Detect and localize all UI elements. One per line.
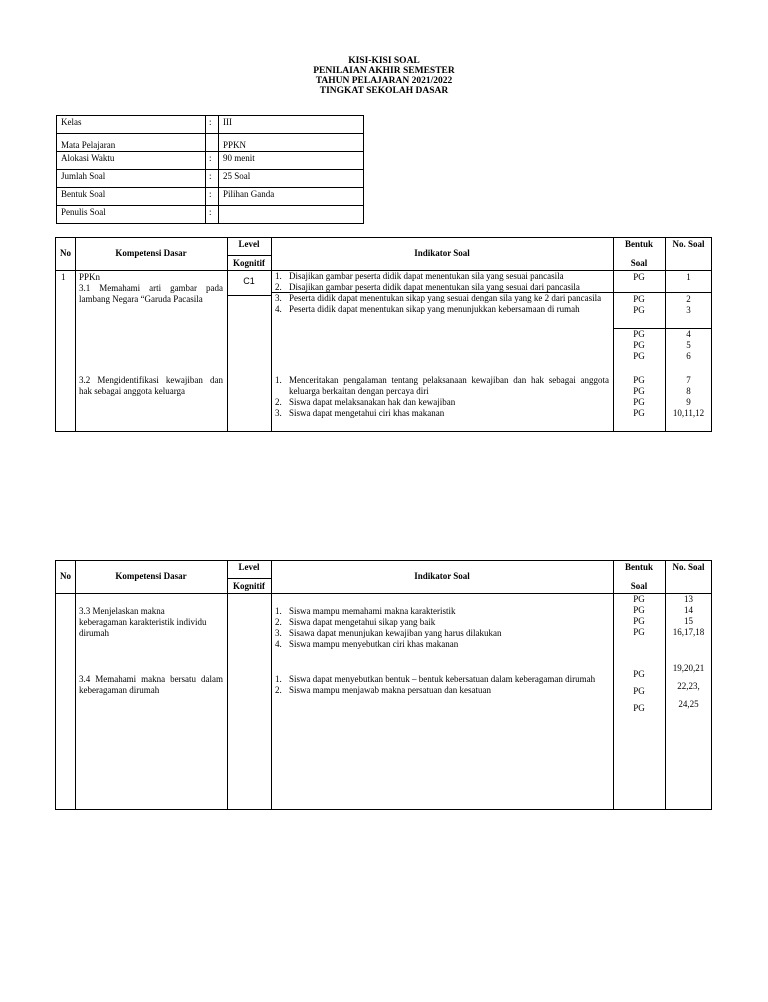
kd-3-3: 3.3 Menjelaskan makna keberagaman karakteristik individu dirumah bbox=[79, 606, 207, 638]
item-number: 2. bbox=[275, 685, 282, 695]
item-text: Siswa dapat melaksanakan hak dan kewajiban bbox=[289, 397, 456, 407]
item-number: 1. bbox=[275, 674, 282, 684]
info-row bbox=[57, 152, 364, 170]
info-value: III bbox=[219, 116, 364, 134]
info-label: Kelas bbox=[57, 116, 206, 134]
bentuk-value: PG bbox=[633, 305, 645, 315]
no-soal-value: 13 bbox=[684, 594, 693, 604]
bentuk-value: PG bbox=[633, 329, 645, 339]
no-soal-value: 14 bbox=[684, 605, 693, 615]
item-text: Siswa mampu menyebutkan ciri khas makanan bbox=[289, 639, 459, 649]
bentuk-value: PG bbox=[633, 703, 645, 713]
info-separator: : bbox=[206, 206, 219, 224]
info-separator: : bbox=[206, 170, 219, 188]
header-no-soal: No. Soal bbox=[672, 562, 705, 572]
no-soal-value: 22,23, bbox=[677, 681, 700, 691]
item-text: Peserta didik dapat menentukan sikap yang sesuai dengan sila yang ke 2 dari pancasila bbox=[289, 293, 602, 303]
level-value: C1 bbox=[243, 276, 255, 286]
info-row bbox=[57, 134, 364, 152]
info-label: Bentuk Soal bbox=[57, 188, 206, 206]
no-soal-value: 5 bbox=[686, 340, 691, 350]
info-value: 25 Soal bbox=[219, 170, 364, 188]
indikator-item bbox=[275, 408, 609, 419]
indikator-item bbox=[275, 685, 609, 696]
header-no-soal: No. Soal bbox=[672, 239, 705, 249]
item-text: Siswa mampu memahami makna karakteristik bbox=[289, 606, 456, 616]
indikator-item bbox=[275, 304, 609, 315]
header-soal: Soal bbox=[630, 258, 648, 268]
no-soal-value: 9 bbox=[686, 397, 691, 407]
header-soal: Soal bbox=[630, 581, 648, 591]
item-text: Siswa dapat mengetahui sikap yang baik bbox=[289, 617, 436, 627]
indikator-item bbox=[275, 639, 609, 650]
info-row bbox=[57, 170, 364, 188]
bentuk-value: PG bbox=[633, 294, 645, 304]
info-value: PPKN bbox=[219, 134, 364, 152]
info-value bbox=[219, 206, 364, 224]
kd-title: PPKn bbox=[79, 272, 101, 282]
no-soal-value: 2 bbox=[686, 294, 691, 304]
title-line-4: TINGKAT SEKOLAH DASAR bbox=[319, 86, 449, 96]
item-number: 4. bbox=[275, 304, 282, 314]
indikator-item bbox=[275, 397, 609, 408]
no-soal-value: 19,20,21 bbox=[672, 663, 705, 673]
header-no: No bbox=[60, 571, 71, 581]
no-soal-value: 15 bbox=[684, 616, 693, 626]
kisi-table-1 bbox=[55, 237, 712, 432]
bentuk-value: PG bbox=[633, 594, 645, 604]
header-level: Level bbox=[238, 562, 260, 572]
header-indikator: Indikator Soal bbox=[414, 248, 470, 258]
info-row bbox=[57, 116, 364, 134]
item-text: Sisawa dapat menunjukan kewajiban yang harus dilakukan bbox=[289, 628, 502, 638]
item-text: Siswa mampu menjawab makna persatuan dan kesatuan bbox=[289, 685, 491, 695]
info-label: Penulis Soal bbox=[57, 206, 206, 224]
bentuk-value: PG bbox=[633, 669, 645, 679]
item-number: 4. bbox=[275, 639, 282, 649]
info-row bbox=[57, 206, 364, 224]
no-soal-value: 24,25 bbox=[678, 699, 699, 709]
item-number: 1. bbox=[275, 375, 282, 385]
indikator-list-a bbox=[275, 271, 609, 315]
header-no: No bbox=[60, 248, 71, 258]
bentuk-value: PG bbox=[633, 616, 645, 626]
kd-3-2: 3.2 Mengidentifikasi kewajiban dan hak sebagai anggota keluarga bbox=[79, 375, 223, 396]
info-separator bbox=[206, 134, 219, 152]
header-kompetensi-dasar: Kompetensi Dasar bbox=[115, 248, 187, 258]
bentuk-value: PG bbox=[633, 351, 645, 361]
item-number: 2. bbox=[275, 617, 282, 627]
indikator-item bbox=[275, 606, 609, 617]
item-number: 3. bbox=[275, 408, 282, 418]
item-number: 3. bbox=[275, 293, 282, 303]
bentuk-value: PG bbox=[633, 272, 645, 282]
info-separator: : bbox=[206, 188, 219, 206]
item-text: Disajikan gambar peserta didik dapat menentukan sila yang sesuai dari pancasila bbox=[289, 282, 580, 292]
info-label: Alokasi Waktu bbox=[57, 152, 206, 170]
item-text: Peserta didik dapat menentukan sikap yang menunjukkan kebersamaan di rumah bbox=[289, 304, 580, 314]
item-number: 1. bbox=[275, 606, 282, 616]
no-soal-value: 10,11,12 bbox=[672, 408, 705, 418]
header-kognitif: Kognitif bbox=[232, 581, 265, 591]
info-value: Pilihan Ganda bbox=[219, 188, 364, 206]
item-number: 3. bbox=[275, 628, 282, 638]
item-number: 2. bbox=[275, 397, 282, 407]
indikator-item bbox=[275, 282, 609, 293]
bentuk-value: PG bbox=[633, 408, 645, 418]
title-line-1: KISI-KISI SOAL bbox=[348, 56, 420, 66]
indikator-item bbox=[275, 628, 609, 639]
indikator-item bbox=[275, 293, 609, 304]
indikator-list-b bbox=[275, 375, 609, 419]
bentuk-value: PG bbox=[633, 686, 645, 696]
document-title bbox=[0, 56, 768, 96]
header-bentuk: Bentuk bbox=[624, 239, 653, 249]
header-kognitif: Kognitif bbox=[232, 258, 265, 268]
kd-3-4: 3.4 Memahami makna bersatu dalam keberagaman dirumah bbox=[79, 674, 223, 695]
indikator-item bbox=[275, 674, 609, 685]
no-soal-value: 7 bbox=[686, 375, 691, 385]
indikator-list-a bbox=[275, 606, 609, 650]
info-label: Jumlah Soal bbox=[57, 170, 206, 188]
no-soal-value: 1 bbox=[686, 272, 691, 282]
row-number: 1 bbox=[61, 272, 66, 282]
no-soal-value: 6 bbox=[686, 351, 691, 361]
info-value: 90 menit bbox=[219, 152, 364, 170]
header-indikator: Indikator Soal bbox=[414, 571, 470, 581]
info-label: Mata Pelajaran bbox=[57, 134, 206, 152]
title-line-2: PENILAIAN AKHIR SEMESTER bbox=[313, 66, 455, 76]
no-soal-value: 4 bbox=[686, 329, 691, 339]
bentuk-value: PG bbox=[633, 605, 645, 615]
bentuk-value: PG bbox=[633, 386, 645, 396]
item-number: 2. bbox=[275, 282, 282, 292]
item-text: Siswa dapat menyebutkan bentuk – bentuk kebersatuan dalam keberagaman dirumah bbox=[289, 674, 596, 684]
item-text: Menceritakan pengalaman tentang pelaksanaan kewajiban dan hak sebagai anggota keluarga berkaitan dengan percaya diri bbox=[289, 375, 609, 396]
kd-3-1: 3.1 Memahami arti gambar pada lambang Negara “Garuda Pacasila bbox=[79, 283, 223, 304]
no-soal-value: 3 bbox=[686, 305, 691, 315]
info-separator: : bbox=[206, 116, 219, 134]
item-text: Disajikan gambar peserta didik dapat menentukan sila yang sesuai pancasila bbox=[289, 271, 564, 281]
indikator-item bbox=[275, 271, 609, 282]
bentuk-value: PG bbox=[633, 627, 645, 637]
indikator-item bbox=[275, 375, 609, 397]
info-separator: : bbox=[206, 152, 219, 170]
bentuk-value: PG bbox=[633, 375, 645, 385]
indikator-list-b bbox=[275, 674, 609, 696]
kisi-table-2 bbox=[55, 560, 712, 810]
bentuk-value: PG bbox=[633, 397, 645, 407]
item-number: 1. bbox=[275, 271, 282, 281]
title-line-3: TAHUN PELAJARAN 2021/2022 bbox=[315, 76, 453, 86]
info-table bbox=[56, 115, 364, 224]
header-bentuk: Bentuk bbox=[624, 562, 653, 572]
header-level: Level bbox=[238, 239, 260, 249]
header-kompetensi-dasar: Kompetensi Dasar bbox=[115, 571, 187, 581]
bentuk-value: PG bbox=[633, 340, 645, 350]
no-soal-value: 8 bbox=[686, 386, 691, 396]
info-row bbox=[57, 188, 364, 206]
no-soal-value: 16,17,18 bbox=[672, 627, 705, 637]
item-text: Siswa dapat mengetahui ciri khas makanan bbox=[289, 408, 445, 418]
indikator-item bbox=[275, 617, 609, 628]
